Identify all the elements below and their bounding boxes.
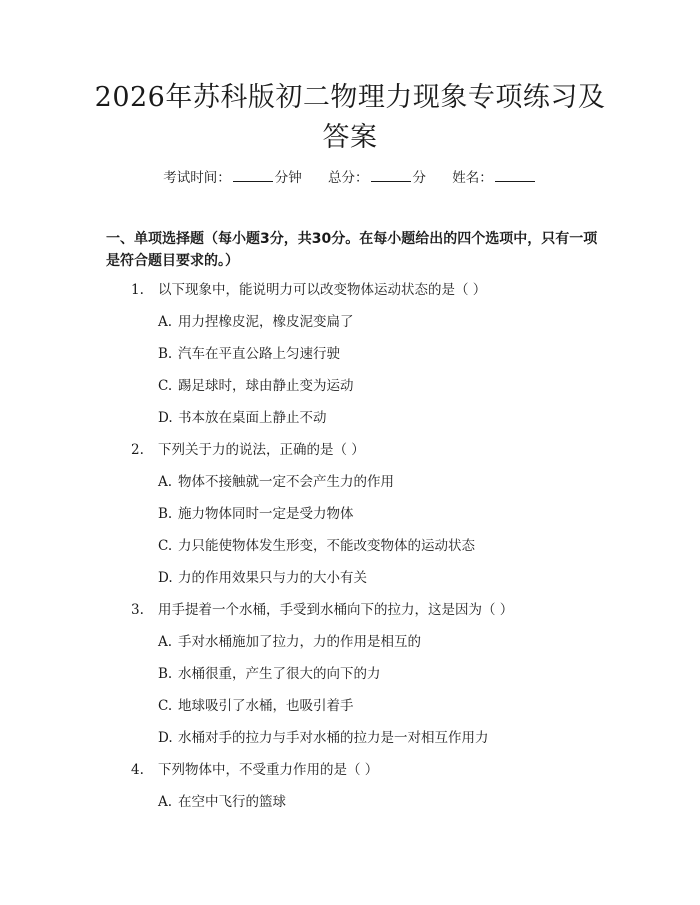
student-name-field xyxy=(452,169,537,187)
exam-time-unit: 分钟 xyxy=(274,170,302,186)
option-letter: A. xyxy=(158,474,173,490)
question-1 xyxy=(0,279,700,311)
option-letter: A. xyxy=(158,634,173,650)
option-letter: B. xyxy=(158,666,173,682)
question-3 xyxy=(0,599,700,631)
question-text: 下列关于力的说法，正确的是（ ） xyxy=(158,442,365,458)
option-text: 用力捏橡皮泥，橡皮泥变扁了 xyxy=(178,314,354,330)
option-letter: B. xyxy=(158,506,173,522)
option-text: 力的作用效果只与力的大小有关 xyxy=(178,570,367,586)
question-1-option-c xyxy=(0,375,700,407)
question-number: 1. xyxy=(131,282,144,298)
student-name-label: 姓名： xyxy=(452,170,493,186)
option-text: 水桶很重，产生了很大的向下的力 xyxy=(178,666,381,682)
option-text: 书本放在桌面上静止不动 xyxy=(178,410,327,426)
question-2-option-b xyxy=(0,503,700,535)
exam-time-field xyxy=(163,169,302,187)
option-letter: B. xyxy=(158,346,173,362)
exam-time-blank xyxy=(233,169,273,182)
total-score-label: 总分： xyxy=(328,170,369,186)
question-3-option-b xyxy=(0,663,700,695)
exam-meta-line xyxy=(0,169,700,187)
option-letter: D. xyxy=(158,410,173,426)
option-text: 汽车在平直公路上匀速行驶 xyxy=(178,346,340,362)
question-4-option-a xyxy=(0,791,700,823)
total-score-field xyxy=(328,169,426,187)
question-1-option-b xyxy=(0,343,700,375)
option-letter: C. xyxy=(158,698,173,714)
student-name-blank xyxy=(495,169,535,182)
option-text: 物体不接触就一定不会产生力的作用 xyxy=(178,474,394,490)
option-letter: D. xyxy=(158,730,173,746)
question-4 xyxy=(0,759,700,791)
question-number: 4. xyxy=(131,762,144,778)
question-number: 2. xyxy=(131,442,144,458)
section-heading: 一、单项选择题（每小题3分，共30分。在每小题给出的四个选项中，只有一项是符合题目要求的。） xyxy=(106,231,598,269)
question-1-option-d xyxy=(0,407,700,439)
option-letter: C. xyxy=(158,378,173,394)
question-text: 以下现象中，能说明力可以改变物体运动状态的是（ ） xyxy=(158,282,487,298)
question-2-option-c xyxy=(0,535,700,567)
exam-time-label: 考试时间： xyxy=(163,170,231,186)
option-text: 施力物体同时一定是受力物体 xyxy=(178,506,354,522)
question-2 xyxy=(0,439,700,471)
option-text: 踢足球时，球由静止变为运动 xyxy=(178,378,354,394)
question-3-option-c xyxy=(0,695,700,727)
option-letter: C. xyxy=(158,538,173,554)
question-2-option-d xyxy=(0,567,700,599)
option-letter: A. xyxy=(158,314,173,330)
option-letter: D. xyxy=(158,570,173,586)
option-text: 在空中飞行的篮球 xyxy=(178,794,286,810)
question-text: 下列物体中，不受重力作用的是（ ） xyxy=(158,762,379,778)
total-score-unit: 分 xyxy=(412,170,426,186)
question-2-option-a xyxy=(0,471,700,503)
option-letter: A. xyxy=(158,794,173,810)
option-text: 手对水桶施加了拉力，力的作用是相互的 xyxy=(178,634,421,650)
option-text: 水桶对手的拉力与手对水桶的拉力是一对相互作用力 xyxy=(178,730,489,746)
question-3-option-d xyxy=(0,727,700,759)
question-1-option-a xyxy=(0,311,700,343)
question-text: 用手提着一个水桶，手受到水桶向下的拉力，这是因为（ ） xyxy=(158,602,514,618)
option-text: 地球吸引了水桶，也吸引着手 xyxy=(178,698,354,714)
question-3-option-a xyxy=(0,631,700,663)
question-list xyxy=(0,279,700,823)
option-text: 力只能使物体发生形变，不能改变物体的运动状态 xyxy=(178,538,475,554)
question-number: 3. xyxy=(131,602,144,618)
total-score-blank xyxy=(371,169,411,182)
page-title: 2026年苏科版初二物理力现象专项练习及答案 xyxy=(94,82,606,153)
